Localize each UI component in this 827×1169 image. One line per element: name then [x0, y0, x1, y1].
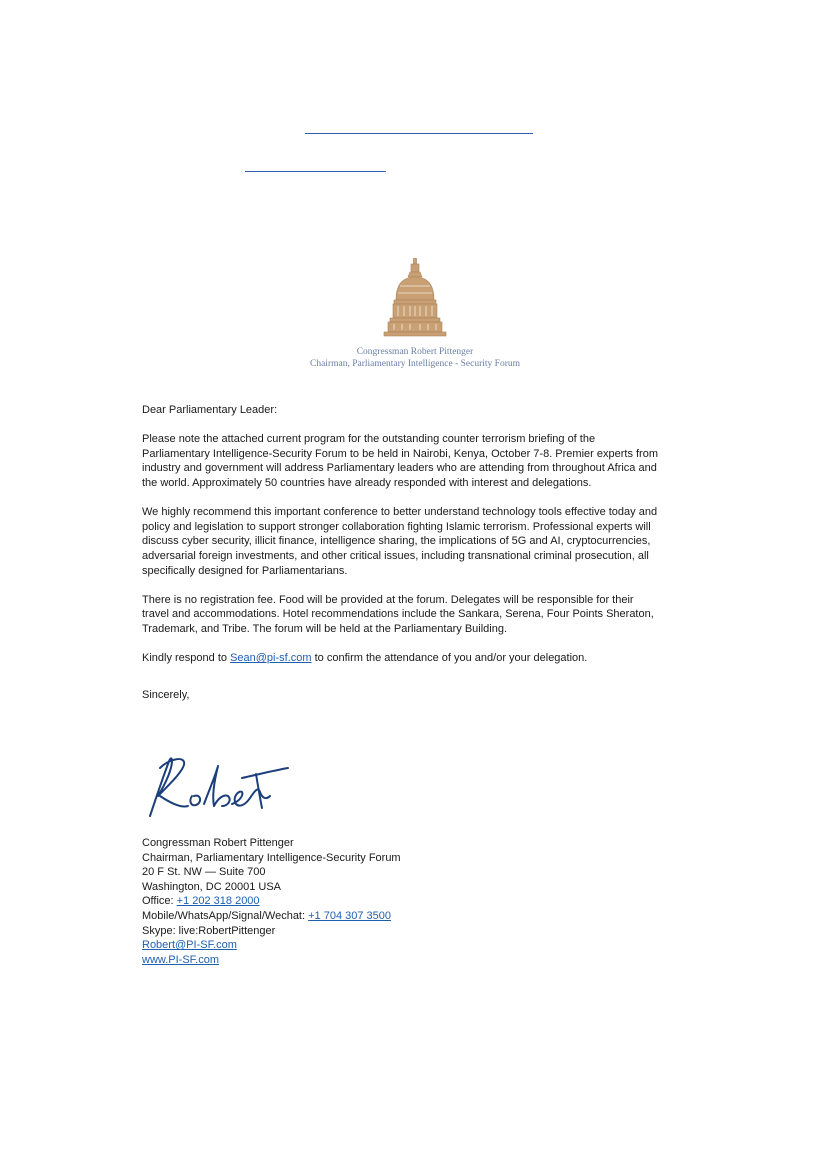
paragraph-3: There is no registration fee. Food will be provided at the forum. Delegates will be responsible for their travel and accommodations. Hotel recommendations include the Sankara, Serena, Four Points Sheraton, Trademark, and Tribe. The forum will be held at the Parliamentary Building. — [142, 593, 654, 635]
closing: Sincerely, — [142, 688, 190, 701]
paragraph-1: Please note the attached current program for the outstanding counter terrorism briefing of the Parliamentary Intelligence-Security Forum to be held in Nairobi, Kenya, October 7-8. Premier experts from industry and government will address Parliamentary leaders who are attending from throughout Africa and the world. Approximately 50 countries have already responded with interest and delegations. — [142, 433, 658, 489]
logo-line-1: Congressman Robert Pittenger — [356, 347, 474, 357]
mobile-label: Mobile/WhatsApp/Signal/Wechat: — [142, 909, 309, 922]
sender-title: Chairman, Parliamentary Intelligence-Security Forum — [142, 851, 401, 864]
paragraph-2: We highly recommend this important conference to better understand technology tools effective today and policy and legislation to support stronger collaboration fighting Islamic terrorism. Professional experts will discuss cyber security, illicit finance, intelligence sharing, the implications of 5G and AI, cryptocurrencies, adversarial foreign investments, and other critical issues, including transnational criminal prosecution, all specifically designed for Parliamentarians. — [142, 506, 658, 577]
letter-body — [142, 403, 662, 717]
office-phone-link[interactable]: +1 202 318 2000 — [176, 895, 260, 908]
forum-logo — [270, 258, 560, 370]
header-link-underline-1 — [305, 133, 533, 134]
email-link[interactable]: Robert@PI-SF.com — [142, 939, 237, 952]
sender-name: Congressman Robert Pittenger — [142, 837, 294, 849]
respond-email-link[interactable]: Sean@pi-sf.com — [230, 652, 312, 665]
handwritten-signature — [142, 752, 292, 829]
mobile-line — [142, 909, 542, 924]
capitol-dome-icon — [380, 258, 450, 340]
address-line-1: 20 F St. NW — Suite 700 — [142, 866, 266, 879]
respond-text: Kindly respond to — [142, 652, 231, 665]
signature-block — [142, 836, 542, 967]
salutation: Dear Parliamentary Leader: — [142, 404, 278, 416]
paragraph-4 — [142, 651, 662, 666]
address-line-2: Washington, DC 20001 USA — [142, 880, 281, 893]
mobile-phone-link[interactable]: +1 704 307 3500 — [308, 909, 391, 922]
respond-text-end: to confirm the attendance of you and/or your delegation. — [311, 652, 588, 665]
office-label: Office: — [142, 895, 177, 908]
office-line — [142, 894, 542, 909]
header-link-underline-2 — [245, 171, 386, 172]
website-link[interactable]: www.PI-SF.com — [142, 953, 220, 966]
logo-line-2: Chairman, Parliamentary Intelligence - Security Forum — [310, 359, 520, 369]
skype-line: Skype: live:RobertPittenger — [142, 924, 276, 937]
